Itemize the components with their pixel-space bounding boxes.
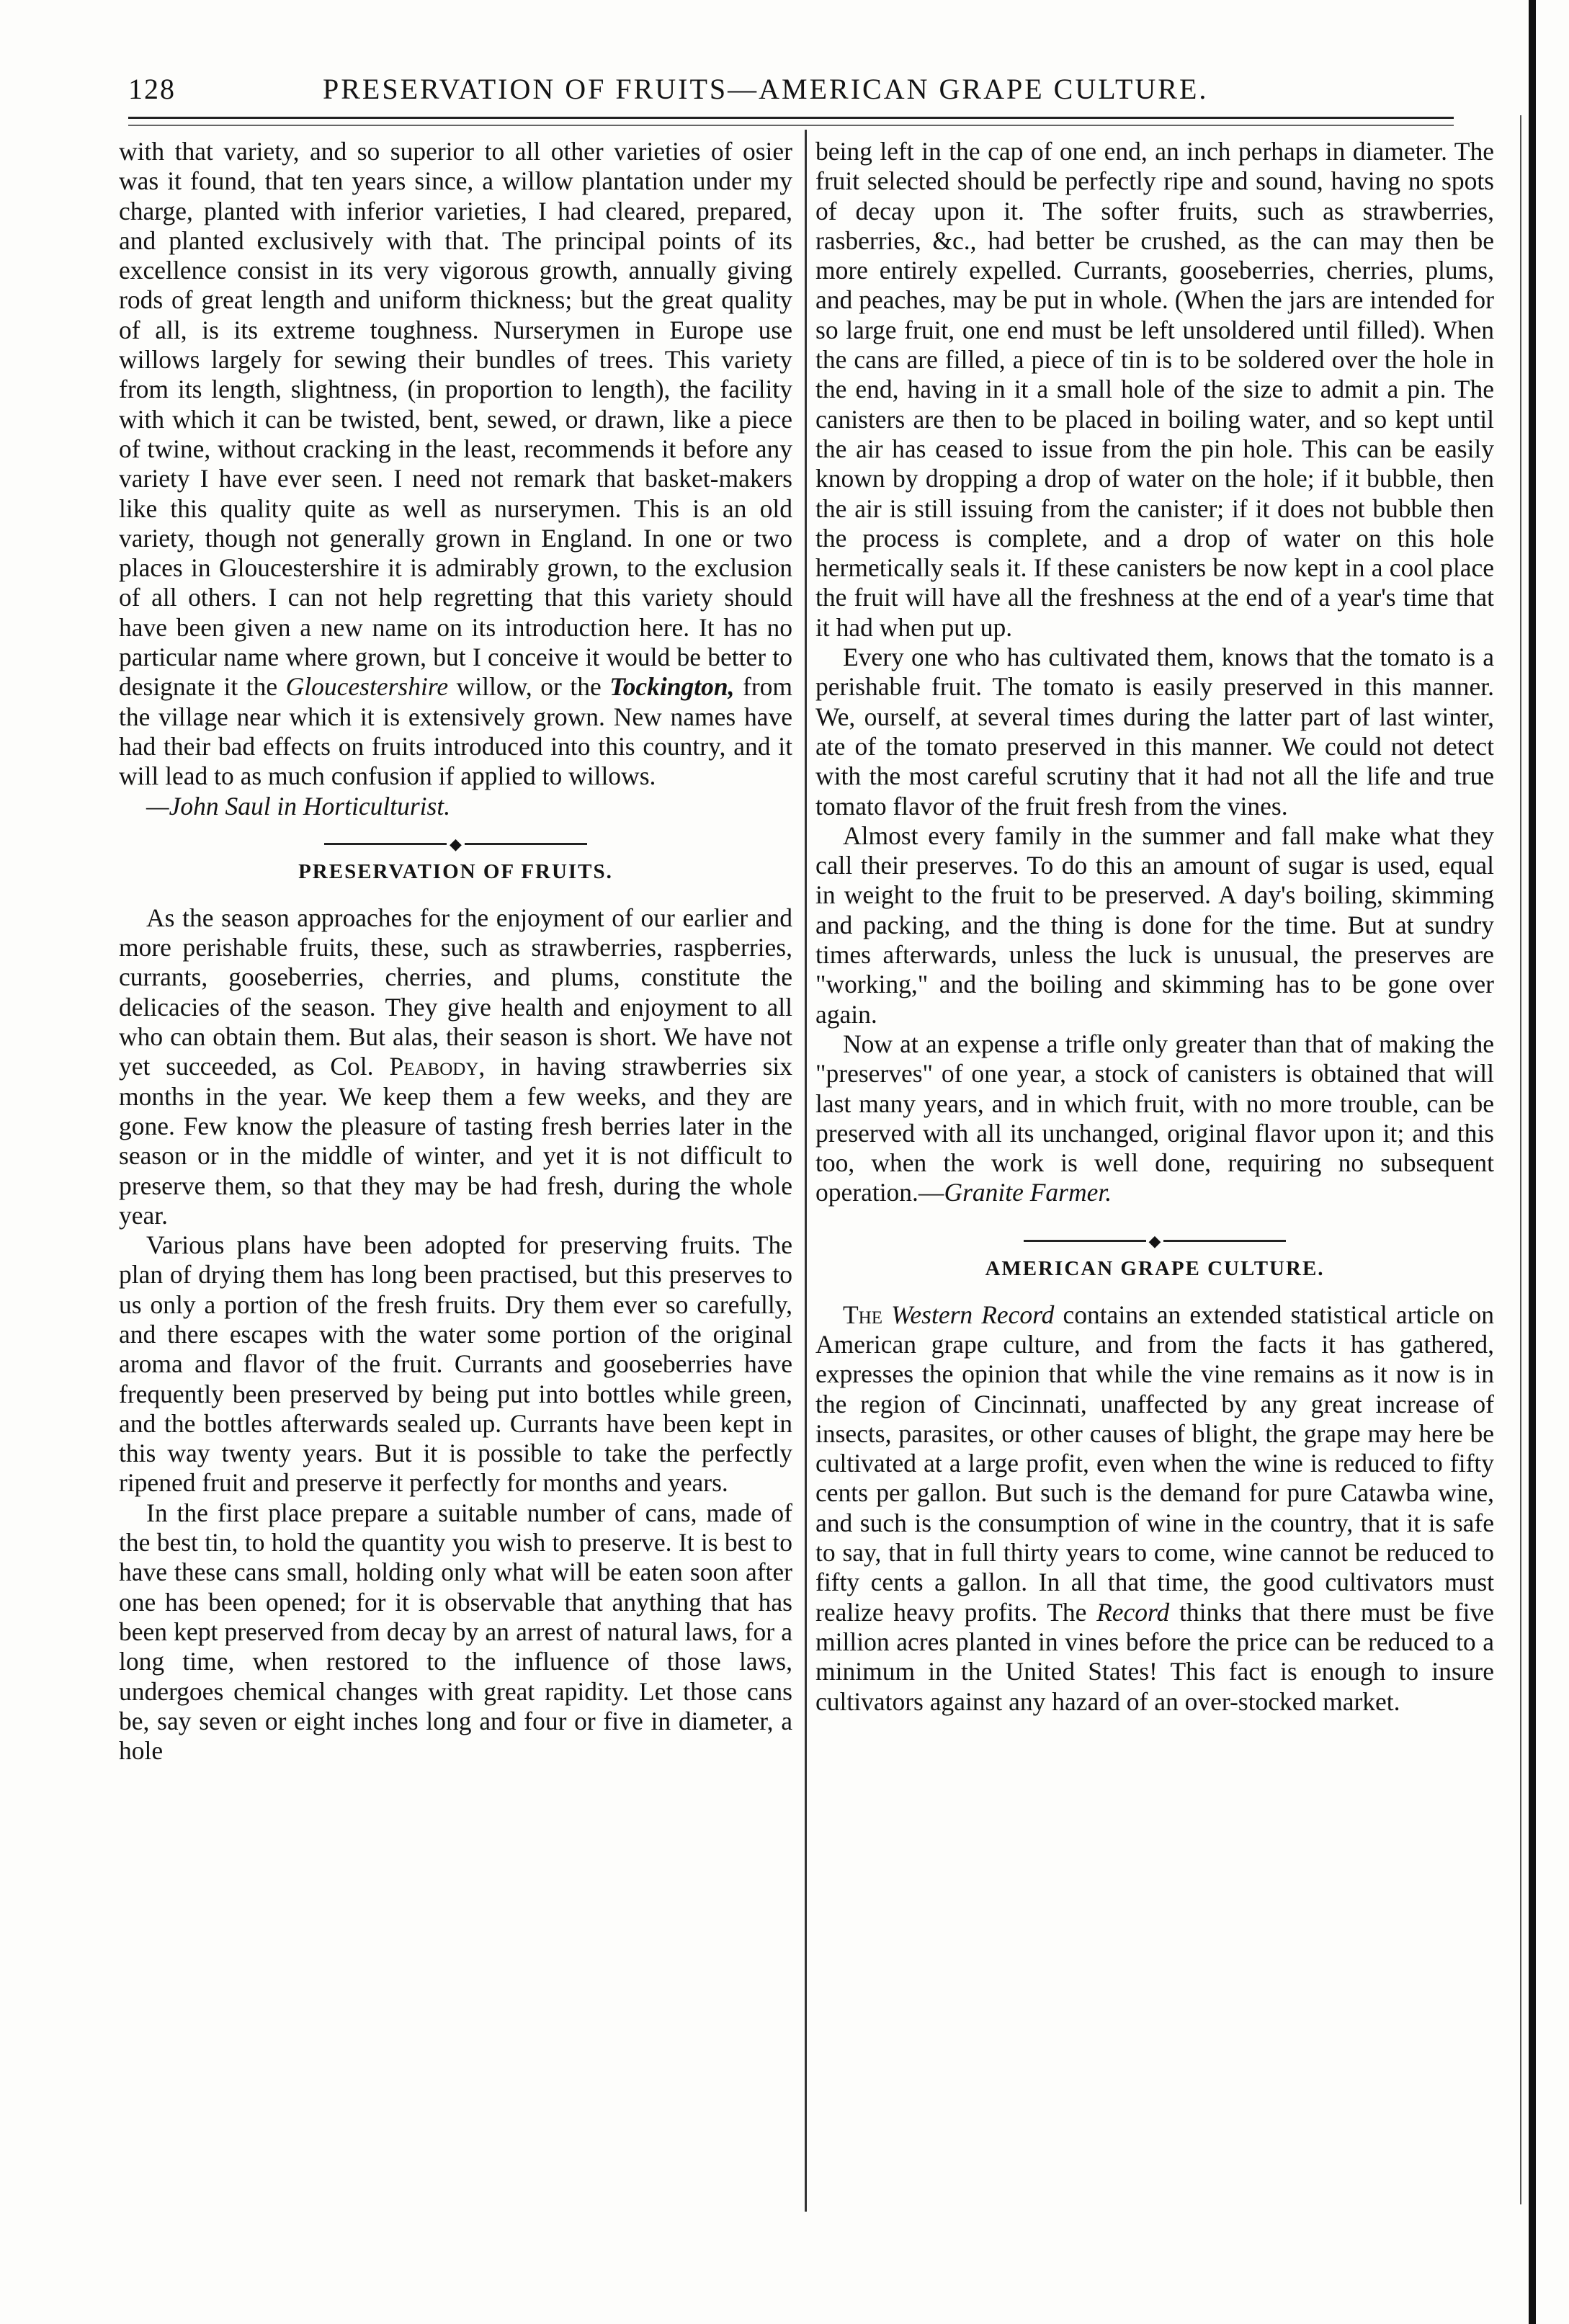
willow-article-attribution: —John Saul in Horticulturist.	[146, 791, 451, 821]
preservation-paragraph-4: Every one who has cultivated them, knows that the tomato is a perishable fruit. The tomato is easily preserved in this manner. We, ourself, at several times during the latter part of last winter, ate of the tomato preserved in this manner. We could not detect with the most careful scrutiny that it had not all the life and true tomato flavor of the fruit fresh from the vines.	[815, 643, 1494, 821]
section-title-preservation: PRESERVATION OF FRUITS.	[298, 859, 613, 883]
page-edge-bar	[1529, 0, 1536, 2324]
person-name-peabody: Peabody	[389, 1052, 479, 1081]
willow-article-paragraph: with that variety, and so superior to all other varieties of osier was it found, that ten years since, a willow plantation under my charge, planted with inferior varieties, I had cleared, prepared, and planted exclusively with that. The principal points of its excellence consist in its very vigorous growth, annually giving rods of great length and uniform thickness; but the great quality of all, is its extreme toughness. Nurserymen in Europe use willows largely for sewing their bundles of trees. This variety from its length, slightness, (in proportion to length), the facility with which it can be twisted, bent, sewed, or drawn, like a piece of twine, without cracking in the least, recommends it before any variety I have ever seen. I need not remark that basket-makers like this quality quite as well as nurserymen. This is an old variety, though not generally grown in England. In one or two places in Gloucestershire it is admirably grown, to the exclusion of all others. I can not help regretting that this variety should have been given a new name on its introduction here. It has no particular name where grown, but I conceive it would be better to designate it the Gloucestershire willow, or the Tockington, from the village near which it is extensively grown. New names have had their bad effects on fruits introduced into this country, and it will lead to as much confusion if applied to willows.	[119, 137, 793, 791]
publication-western-record: Western Record	[891, 1300, 1055, 1329]
running-title: PRESERVATION OF FRUITS—AMERICAN GRAPE CULTURE.	[323, 73, 1209, 105]
preservation-paragraph-2: Various plans have been adopted for preserving fruits. The plan of drying them has long been practised, but this preserves to us only a portion of the fresh fruits. Dry them ever so carefully, and there escapes with the water some portion of the original aroma and flavor of the fruit. Currants and gooseberries have frequently been preserved by being put into bottles while green, and the bottles afterwards sealed up. Currants have been kept in this way twenty years. But it is possible to take the perfectly ripened fruit and preserve it perfectly for months and years.	[119, 1230, 792, 1498]
grape-culture-paragraph: The Western Record contains an extended statistical article on American grape culture, and from the facts it has gathered, expresses the opinion that while the vine remains as it now is in the region of Cincinnati, unaffected by any great increase of insects, parasites, or other causes of blight, the grape may here be cultivated at a large profit, even when the wine is reduced to fifty cents per gallon. But such is the demand for pure Catawba wine, and such is the consumption of wine in the country, that it is safe to say, that in full thirty years to come, wine cannot be reduced to fifty cents a gallon. In all that time, the good cultivators must realize heavy profits. The Record thinks that there must be five million acres planted in vines before the price can be reduced to a minimum in the United States! This fact is enough to insure cultivators against any hazard of an over-stocked market.	[815, 1300, 1495, 1716]
preservation-paragraph-3-continued: being left in the cap of one end, an inch perhaps in diameter. The fruit selected should be perfectly ripe and sound, having no spots of decay upon it. The softer fruits, such as strawberries, rasberries, &c., had better be crushed, as the can may then be more entirely expelled. Currants, gooseberries, cherries, plums, and peaches, may be put in whole. (When the jars are intended for so large fruit, one end must be left unsoldered until filled). When the cans are filled, a piece of tin is to be soldered over the hole in the end, having in it a small hole of the size to admit a pin. The canisters are then to be placed in boiling water, and so kept until the air has ceased to issue from the pin hole. This can be easily known by dropping a drop of water on the hole; if it bubble, then the air is still issuing from the canister; if it does not bubble then the process is complete, and a drop of water on this hole hermetically seals it. If these canisters be now kept in a cool place the fruit will have all the freshness at the end of a year's time that it had when put up.	[815, 137, 1494, 642]
preservation-paragraph-6: Now at an expense a trifle only greater than that of making the "preserves" of one year, a stock of canisters is obtained that will last many years, and in which fruit, with no more trouble, can be preserved with all its unchanged, original flavor upon it; and this too, when the work is well done, requiring no subsequent operation.—Granite Farmer.	[815, 1029, 1494, 1207]
header-rule	[128, 117, 1454, 126]
right-column	[815, 137, 1494, 1717]
preservation-paragraph-3: In the first place prepare a suitable number of cans, made of the best tin, to hold the quantity you wish to preserve. It is best to have these cans small, holding only what will be eaten soon after one has been opened; for it is observable that anything that has been kept preserved from decay by an arrest of natural laws, for a long time, when restored to the influence of those laws, undergoes chemical changes with great rapidity. Let those cans be, say seven or eight inches long and four or five in diameter, a hole	[119, 1498, 792, 1766]
page-number: 128	[128, 73, 176, 105]
preservation-paragraph-1: As the season approaches for the enjoyment of our earlier and more perishable fruits, these, such as strawberries, raspberries, currants, gooseberries, cherries, and plums, constitute the delicacies of the season. They give health and enjoyment to all who can obtain them. But alas, their season is short. We have not yet succeeded, as Col. Peabody, in having strawberries six months in the year. We keep them a few weeks, and they are gone. Few know the pleasure of tasting fresh berries later in the season or in the middle of winter, and yet it is not difficult to preserve them, so that they may be had fresh, during the whole year.	[119, 903, 792, 1230]
variety-name-tockington: Tockington,	[609, 672, 735, 702]
left-column	[119, 137, 792, 1766]
column-divider	[805, 130, 807, 2212]
section-title-grape-culture: AMERICAN GRAPE CULTURE.	[985, 1256, 1325, 1280]
source-granite-farmer: Granite Farmer.	[944, 1178, 1112, 1207]
page-header	[128, 72, 1454, 115]
section-ornament: ◆	[119, 827, 792, 841]
section-ornament-2: ◆	[815, 1224, 1494, 1238]
preservation-paragraph-5: Almost every family in the summer and fall make what they call their preserves. To do this an amount of sugar is used, equal in weight to the fruit to be preserved. A day's boiling, skimming and packing, and the thing is done for the time. But at sundry times afterwards, unless the luck is unusual, the preserves are "working," and the boiling and skimming has to be gone over again.	[815, 821, 1494, 1029]
page-edge-rule	[1520, 115, 1521, 2204]
publication-record: Record	[1096, 1597, 1170, 1627]
variety-name-gloucestershire: Gloucestershire	[285, 672, 449, 702]
